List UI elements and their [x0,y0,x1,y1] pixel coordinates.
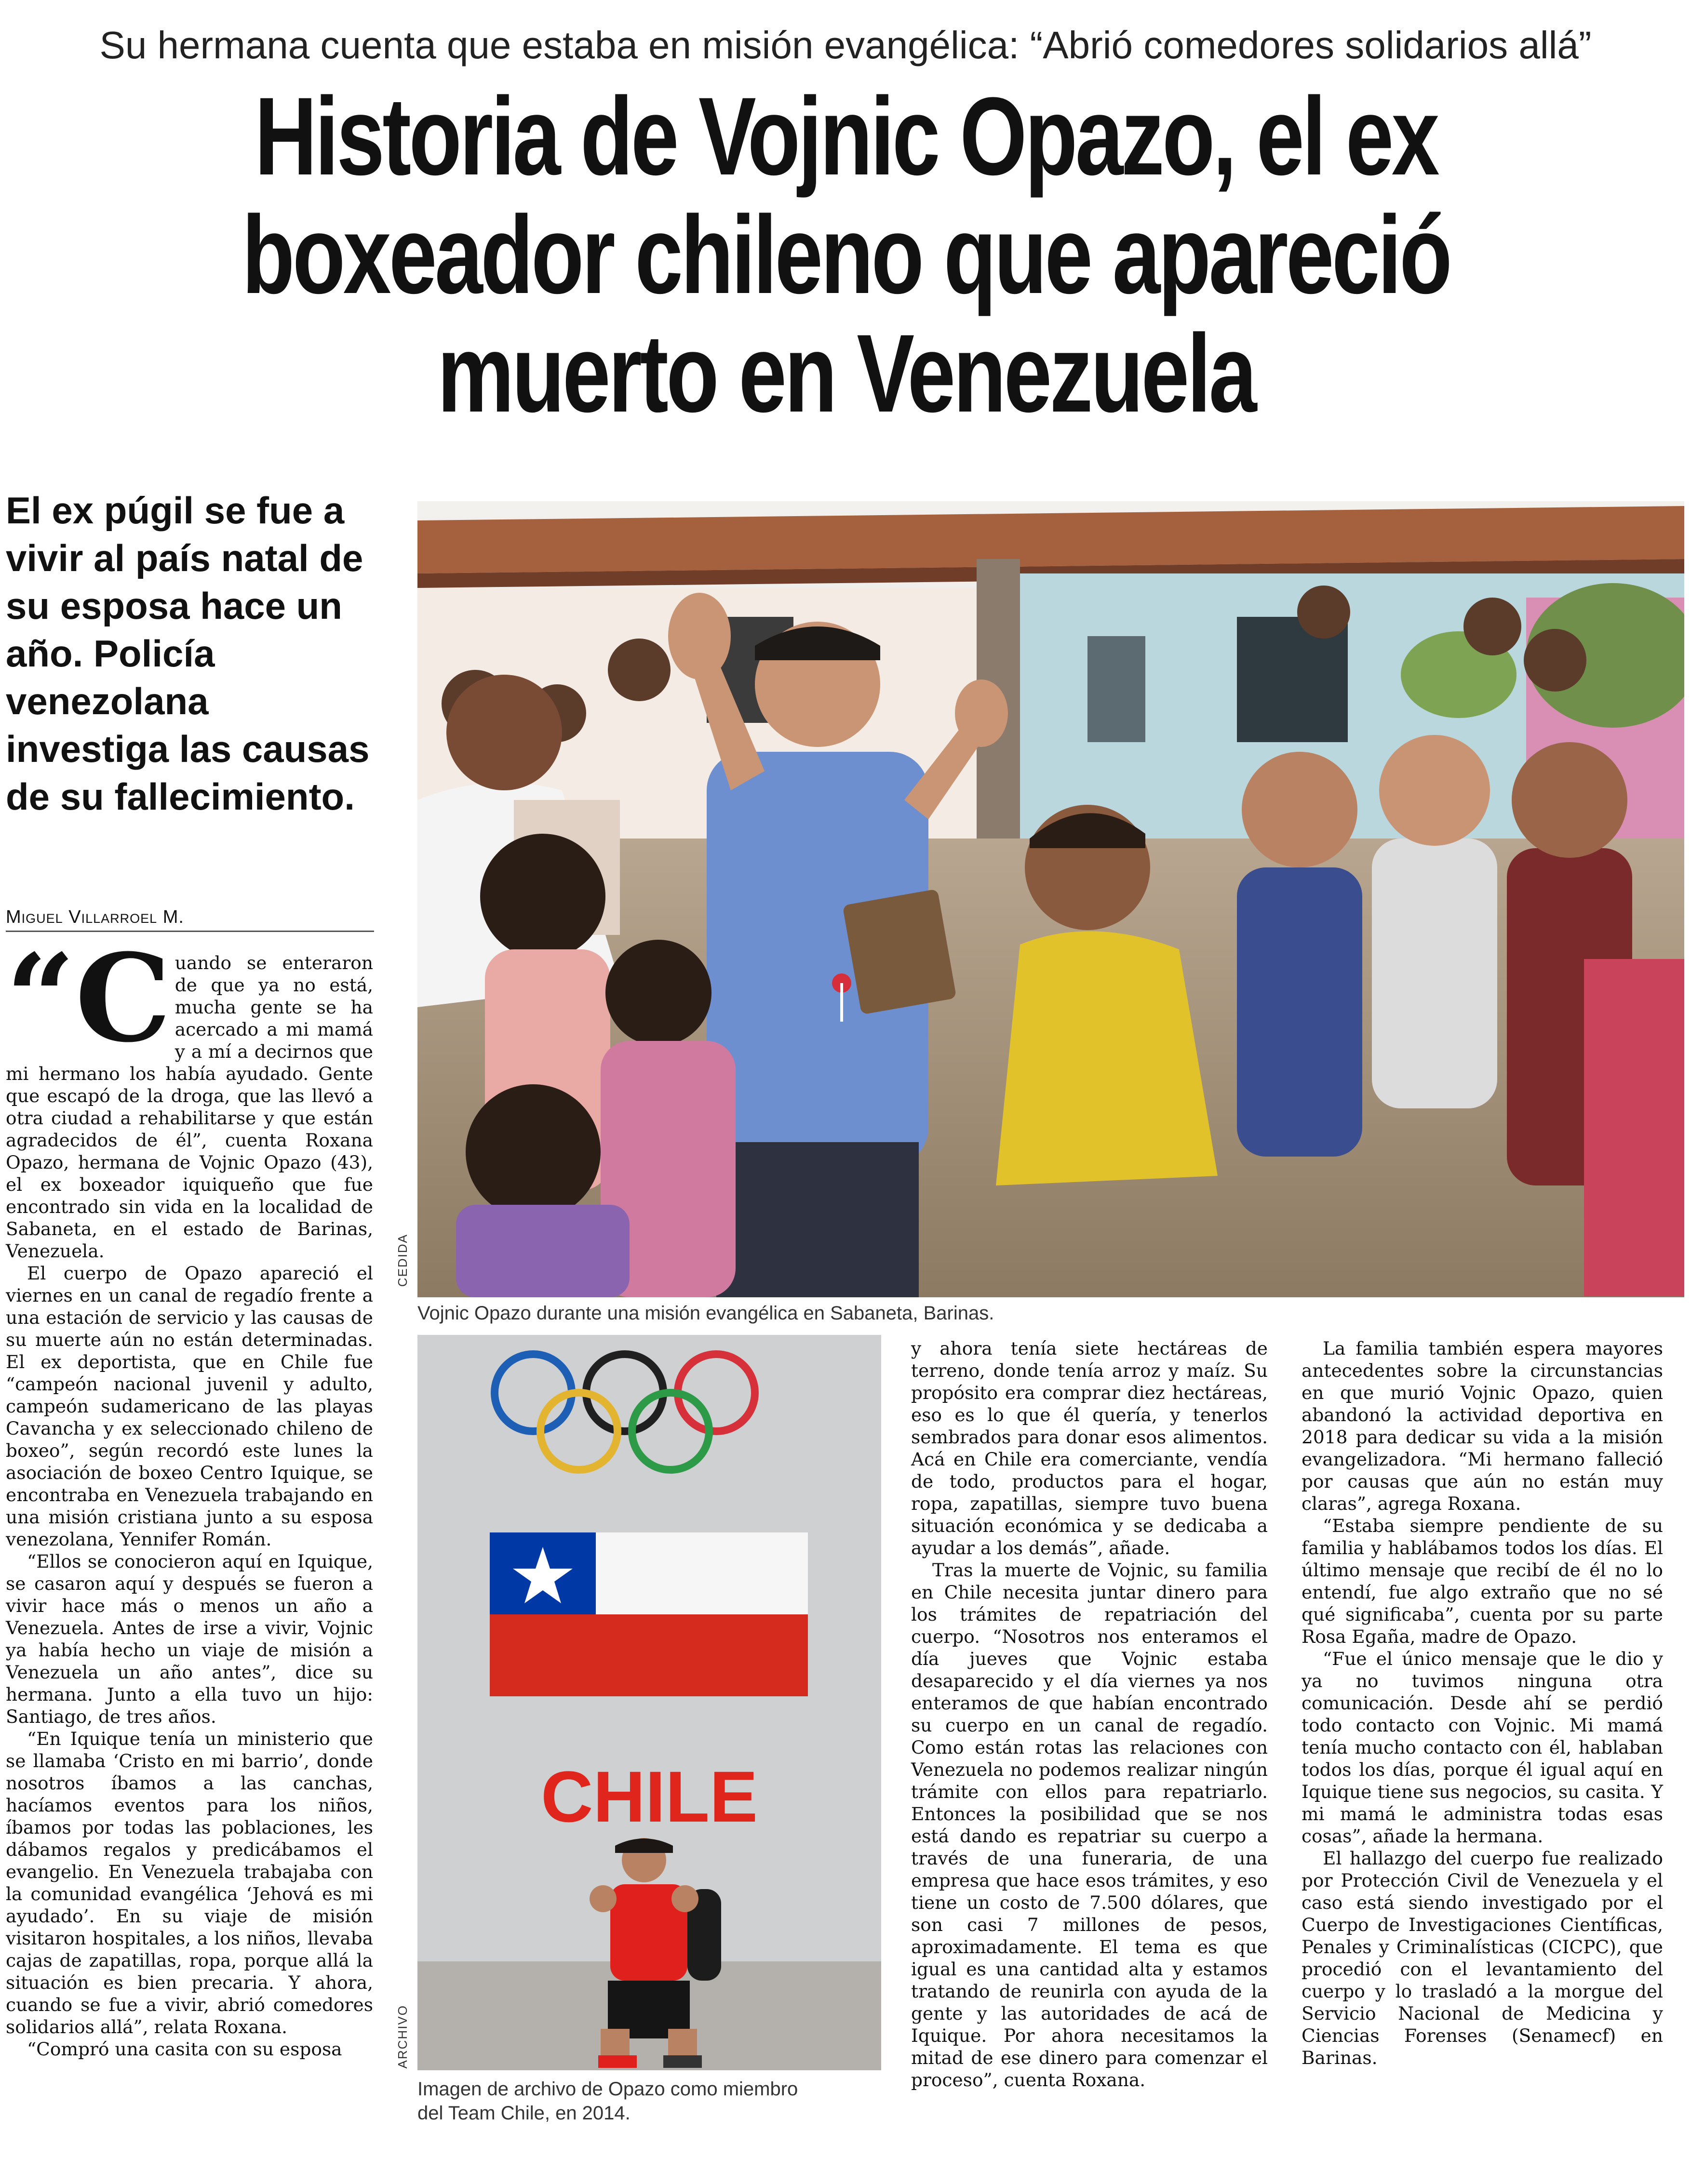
main-photo-caption: Vojnic Opazo durante una misión evangélica en Sabaneta, Barinas. [417,1303,994,1324]
paragraph: “Compró una casita con su esposa [27,2038,342,2060]
article-column-1 [6,927,373,2166]
headline-line-2: boxeador chileno que apareció [242,193,1450,317]
paragraph: El cuerpo de Opazo apareció el viernes en un canal de regadío frente a una estación de servicio y las causas de su muerte aún no están determinadas. El ex deportista, que en Chile fue “campeón nacional juvenil y adulto, campeón sudamericano de las playas Cavancha y ex seleccionado chileno de boxeo”, según recordó este lunes la asociación de boxeo Centro Iquique, se encontraba en Venezuela trabajando en una misión cristiana junto a su esposa venezolana, Yennifer Román. [6,1263,373,1550]
main-photo [417,501,1684,1297]
archive-photo [417,1335,881,2070]
main-photo-illustration [417,501,1684,1297]
chile-sign: CHILE [541,1756,758,1837]
headline-line-1: Historia de Vojnic Opazo, el ex [255,74,1437,198]
photo-credit-archivo: ARCHIVO [395,2005,410,2069]
kicker: Su hermana cuenta que estaba en misión evangélica: “Abrió comedores solidarios allá” [99,24,1592,67]
paragraph: El hallazgo del cuerpo fue realizado por Protección Civil de Venezuela y el caso está siendo investigado por el Cuerpo de Investigaciones Científicas, Penales y Criminalísticas (CICPC), que procedió con el levantamiento del cuerpo y lo trasladó a la morgue del Servicio Nacional de Medicina y Ciencias Forenses (Senamecf) en Barinas. [1302,1848,1663,2068]
archive-caption-line-2: del Team Chile, en 2014. [417,2103,631,2124]
headline [231,74,1461,435]
dropcap: C [75,927,171,1069]
chile-flag-icon [490,1532,808,1696]
paragraph: “Estaba siempre pendiente de su familia y hablábamos todos los días. El último mensaje que recibí de él no lo entendí, fue algo extraño que no sé qué significaba”, cuenta por su parte Rosa Egaña, madre de Opazo. [1302,1515,1663,1647]
drop-quote: “C [6,927,171,1069]
paragraph: “Fue el único mensaje que le dio y ya no tuvimos ninguna otra comunicación. Desde ahí se perdió todo contacto con Vojnic. Mi mamá tenía mucho contacto con él, hablaban todos los días, porque él igual aquí en Iquique tiene sus negocios, su casita. Y mi mamá le administra todas esas cosas”, añade la hermana. [1302,1648,1663,1847]
archive-photo-caption [417,2077,890,2125]
article-column-4 [1302,1337,1663,2166]
archive-photo-illustration [417,1335,881,2070]
article-column-3 [911,1337,1268,2166]
archive-caption-line-1: Imagen de archivo de Opazo como miembro [417,2078,798,2100]
paragraph: uando se enteraron de que ya no está, mucha gente se ha acercado a mi mamá y a mí a decirnos que mi hermano los había ayudado. Gente que escapó de la droga, que las llevó a otra ciudad a rehabilitarse y que están agradecidos de él”, cuenta Roxana Opazo, hermana de Vojnic Opazo (43), el ex boxeador iquiqueño que fue encontrado sin vida en la localidad de Sabaneta, en el estado de Barinas, Venezuela. [6,952,373,1262]
headline-line-3: muerto en Venezuela [437,311,1255,435]
paragraph: Tras la muerte de Vojnic, su familia en Chile necesita juntar dinero para los trámites de repatriación del cuerpo. “Nosotros nos enteramos el día jueves que Vojnic estaba desaparecido y el día viernes ya nos enteramos de que habían encontrado su cuerpo en un canal de regadío. Como están rotas las relaciones con Venezuela no podemos realizar ningún trámite con ellos para repatriarlo. Entonces la posibilidad que se nos está dando es repatriar su cuerpo a través de una funeraria, de una empresa que hace esos trámites, y eso tiene un costo de 7.500 dólares, que son casi 7 millones de pesos, aproximadamente. El tema es que igual es una cantidad alta y estamos tratando de reunirla con ayuda de la gente y las autoridades de acá de Iquique. Por ahora necesitamos la mitad de ese dinero para comenzar el proceso”, cuenta Roxana. [911,1559,1268,2091]
photo-credit-cedida: CEDIDA [395,1234,410,1287]
paragraph: “Ellos se conocieron aquí en Iquique, se casaron aquí y después se fueron a vivir hace más o menos un año a Venezuela. Antes de irse a vivir, Vojnic ya había hecho un viaje de misión a Venezuela un año antes”, dice su hermana. Junto a ella tuvo un hijo: Santiago, de tres años. [6,1551,373,1727]
paragraph: “En Iquique tenía un ministerio que se llamaba ‘Cristo en mi barrio’, donde nosotros íbamos a las canchas, hacíamos eventos para los niños, íbamos por todas las poblaciones, les dábamos regalos y predicábamos el evangelio. En Venezuela trabajaba con la comunidad evangélica ‘Jehová es mi ayudado’. En su viaje de misión visitaron hospitales, a los niños, llevaba cajas de zapatillas, ropa, porque allá la situación es bien precaria. Y ahora, cuando se fue a vivir, abrió comedores solidarios allá”, relata Roxana. [6,1728,373,2038]
lede: El ex púgil se fue a vivir al país natal de su esposa hace un año. Policía venezolana investiga las causas de su fallecimiento. [6,489,370,818]
byline-text: Miguel Villarroel M. [6,907,184,927]
paragraph: La familia también espera mayores antecedentes sobre la circunstancias en que murió Vojnic Opazo, quien abandonó la actividad deportiva en 2018 para dedicar su vida a la misión evangelizadora. “Mi hermano falleció por causas que aún no están muy claras”, agrega Roxana. [1302,1338,1663,1514]
paragraph: y ahora tenía siete hectáreas de terreno, donde tenía arroz y maíz. Su propósito era comprar diez hectáreas, eso es lo que él quería, y tenerlos sembrados para donar esos alimentos. Acá en Chile era comerciante, vendía de todo, productos para el hogar, ropa, zapatillas, siempre tuvo buena situación económica y se dedicaba a ayudar a los demás”, añade. [911,1338,1268,1558]
